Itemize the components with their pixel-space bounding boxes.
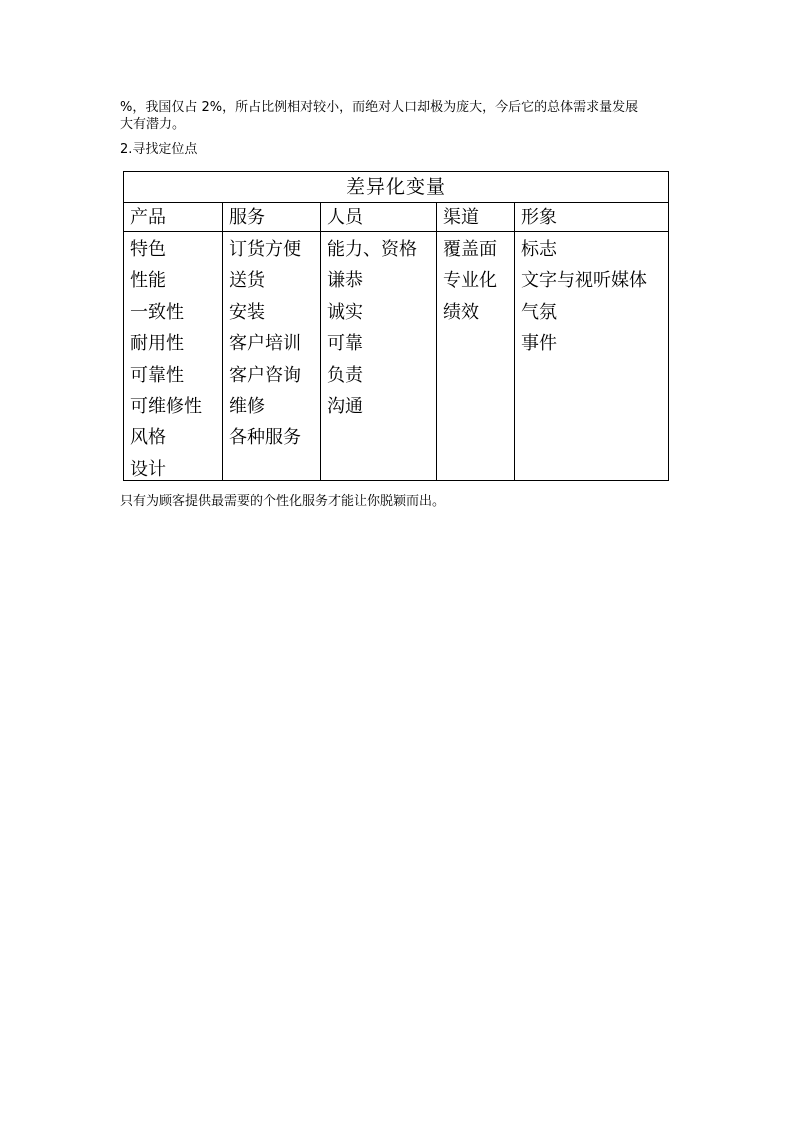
- column-header: 产品: [124, 203, 222, 232]
- table-title: 差异化变量: [124, 172, 668, 203]
- table-cell: 特色: [130, 239, 166, 260]
- table-column-product: [124, 203, 222, 480]
- table-cell: 可靠: [327, 333, 363, 355]
- table-cell: 负责: [327, 364, 363, 386]
- table-cell: 订货方便: [229, 239, 301, 260]
- column-header: 形象: [515, 203, 668, 232]
- column-header: 人员: [321, 203, 436, 232]
- section-heading: 2.寻找定位点: [120, 142, 198, 157]
- table-column-image: [514, 203, 668, 480]
- table-cell: 送货: [229, 270, 265, 292]
- table-cell: 事件: [521, 333, 557, 355]
- table-cell: 能力、资格: [327, 239, 417, 260]
- table-column-channel: [436, 203, 514, 480]
- table-cell: 可维修性: [130, 395, 202, 417]
- differentiation-variables-table: [123, 171, 669, 481]
- table-cell: 维修: [229, 395, 265, 417]
- footer-text: 只有为顾客提供最需要的个性化服务才能让你脱颖而出。: [120, 494, 446, 509]
- table-cell: 各种服务: [229, 427, 301, 449]
- table-cell: 谦恭: [327, 270, 363, 292]
- table-cell: 覆盖面: [443, 239, 497, 260]
- table-column-service: [222, 203, 320, 480]
- table-column-personnel: [320, 203, 436, 480]
- table-cell: 设计: [130, 458, 166, 480]
- body-text-line-1: %，我国仅占 2%，所占比例相对较小，而绝对人口却极为庞大，今后它的总体需求量发展: [120, 100, 639, 115]
- table-cell: 标志: [521, 239, 557, 260]
- table-cell: 客户培训: [229, 333, 301, 355]
- table-cell: 诚实: [327, 301, 363, 323]
- table-cell: 耐用性: [130, 333, 184, 355]
- table-cell: 一致性: [130, 301, 184, 323]
- body-text-line-2: 大有潜力。: [120, 117, 186, 132]
- table-cell: 客户咨询: [229, 364, 301, 386]
- table-cell: 风格: [130, 427, 166, 449]
- column-header: 渠道: [437, 203, 514, 232]
- table-cell: 可靠性: [130, 364, 184, 386]
- table-cell: 性能: [130, 270, 166, 292]
- column-header: 服务: [223, 203, 320, 232]
- table-cell: 文字与视听媒体: [521, 270, 647, 292]
- table-cell: 安装: [229, 301, 265, 323]
- table-cell: 沟通: [327, 395, 363, 417]
- table-cell: 专业化: [443, 270, 497, 292]
- table-cell: 气氛: [521, 301, 557, 323]
- table-cell: 绩效: [443, 301, 479, 323]
